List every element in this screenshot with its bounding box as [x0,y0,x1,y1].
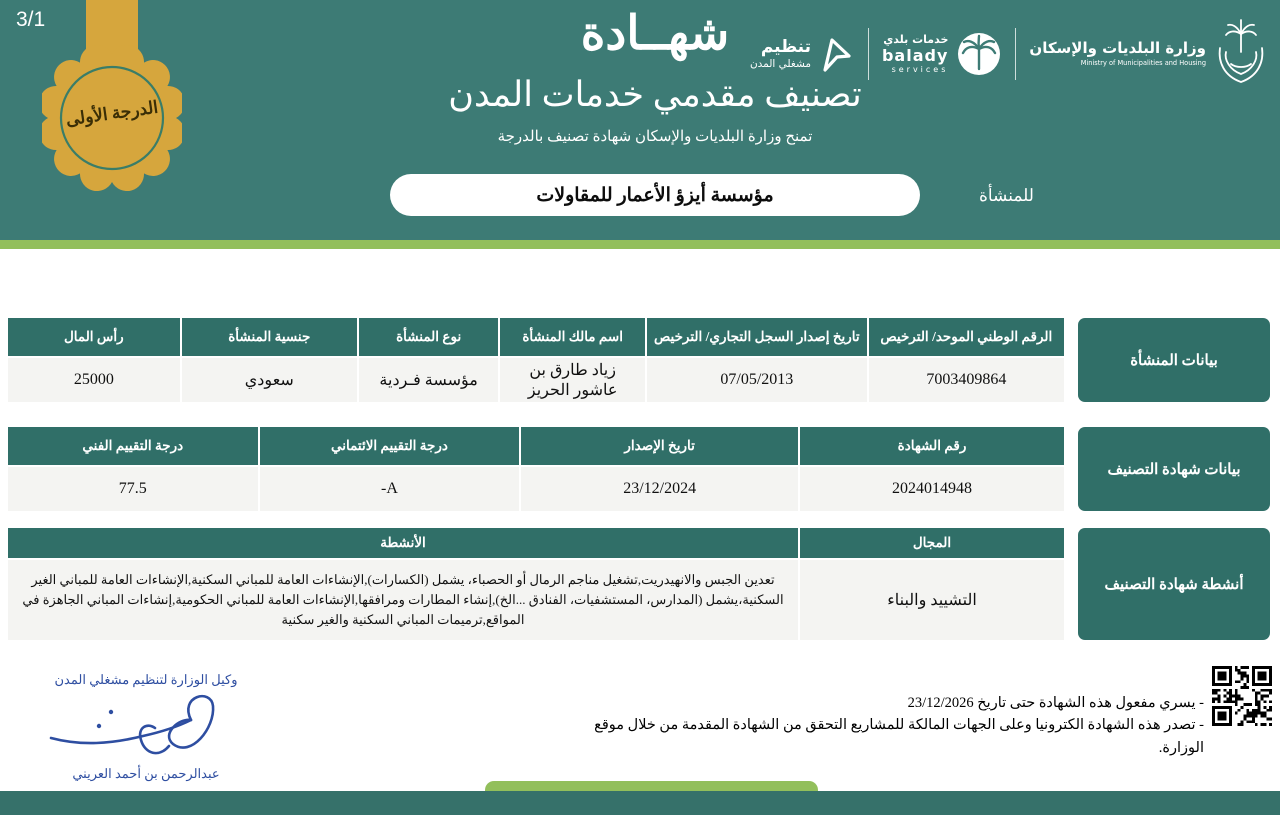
cell-capital: 25000 [8,358,180,402]
signatory-title: وكيل الوزارة لتنظيم مشغلي المدن [54,672,238,687]
validity-note-electronic: - تصدر هذه الشهادة الكترونيا وعلى الجهات المالكة للمشاريع التحقق من الشهادة المقدمة من خلال موقع الوزارة. [594,717,1204,756]
col-header: درجة التقييم الفني [8,427,258,465]
col-header: درجة التقييم الائتماني [260,427,520,465]
col-header: اسم مالك المنشأة [500,318,645,356]
cell-activities: تعدين الجبس والانهيدريت,تشغيل مناجم الرمال أو الحصباء، يشمل (الكسارات),الإنشاءات العامة للمباني السكنية,الإنشاءات العامة للمباني الغير السكنية،يشمل (المدارس، المستشفيات، الفنادق ...الخ),إنشاء المطارات ومرافقها,الإنشاءات العامة للمباني الحكومية,إنشاءات المباني الجاهزة في المواقع,ترميمات المباني السكنية والغير سكنية [8,560,798,640]
signatory-name: عبدالرحمن بن أحمد العريني [72,766,220,781]
activities-table [8,528,1064,640]
col-header: جنسية المنشأة [182,318,357,356]
balady-logo-text: balady [881,45,949,65]
validity-notes [564,692,1204,759]
tanzim-logo: تنظيم مشغلي المدن [750,34,855,74]
logo-separator [868,28,869,80]
balady-palm-icon [956,31,1002,77]
cell-nationality: سعودي [182,358,357,402]
cell-credit-rating: A- [260,467,520,511]
section-activities [8,528,1270,640]
col-header: نوع المنشأة [359,318,498,356]
ministry-logo-text-en: Ministry of Municipalities and Housing [1080,59,1206,68]
certificate-data-table [8,427,1064,511]
cell-entity-type: مؤسسة فـردية [359,358,498,402]
cell-owner-name: زياد طارق بن عاشور الحريز [500,358,645,402]
cursor-icon [819,34,855,74]
header-band [0,0,1280,240]
col-header: رأس المال [8,318,180,356]
certificate-subtitle: تصنيف مقدمي خدمات المدن [448,75,862,114]
ministry-emblem-icon [1214,18,1268,90]
logo-separator [1015,28,1016,80]
ministry-logo-text-ar: وزارة البلديات والإسكان [1029,39,1206,58]
section-side-label: بيانات شهادة التصنيف [1078,427,1270,511]
certificate-tagline: تمنح وزارة البلديات والإسكان شهادة تصنيف بالدرجة [497,129,813,145]
qr-code [1212,666,1272,726]
cell-cr-issue-date: 07/05/2013 [647,358,867,402]
col-header: تاريخ الإصدار [521,427,798,465]
grade-badge-label: الدرجة الأولى [64,97,160,130]
entity-label: للمنشأة [978,186,1034,205]
col-header: تاريخ إصدار السجل التجاري/ الترخيص [647,318,867,356]
table-header-row [8,318,1064,356]
entity-data-table [8,318,1064,402]
ministry-logo [1029,18,1268,90]
section-side-label: بيانات المنشأة [1078,318,1270,402]
cell-technical-score: 77.5 [8,467,258,511]
table-row [8,560,1064,640]
cell-unified-number: 7003409864 [869,358,1064,402]
col-header: الأنشطة [8,528,798,558]
signature-block [26,672,266,782]
col-header: رقم الشهادة [800,427,1064,465]
validity-note-expiry: - يسري مفعول هذه الشهادة حتى تاريخ 23/12/2026 [907,695,1204,711]
page-number: 3/1 [16,8,46,31]
section-entity-data [8,318,1270,402]
header-accent-bar [0,240,1280,249]
cell-field: التشييد والبناء [800,560,1064,640]
balady-logo: خدمات بلدي balady services [882,31,1002,77]
logo-strip [750,14,1268,94]
section-certificate-data [8,427,1270,511]
table-row [8,467,1064,511]
table-header-row [8,528,1064,558]
footer-band [0,791,1280,815]
section-side-label: أنشطة شهادة التصنيف [1078,528,1270,640]
entity-name-field: مؤسسة أيزؤ الأعمار للمقاولات [390,174,920,216]
table-row [8,358,1064,402]
cell-certificate-number: 2024014948 [800,467,1064,511]
grade-badge [42,0,182,195]
certificate-title: شهــادة [580,8,730,60]
tanzim-logo-text: تنظيم [760,37,811,58]
col-header: المجال [800,528,1064,558]
cell-issue-date: 23/12/2024 [521,467,798,511]
col-header: الرقم الوطني الموحد/ الترخيص [869,318,1064,356]
signature-icon [41,688,251,766]
table-header-row [8,427,1064,465]
